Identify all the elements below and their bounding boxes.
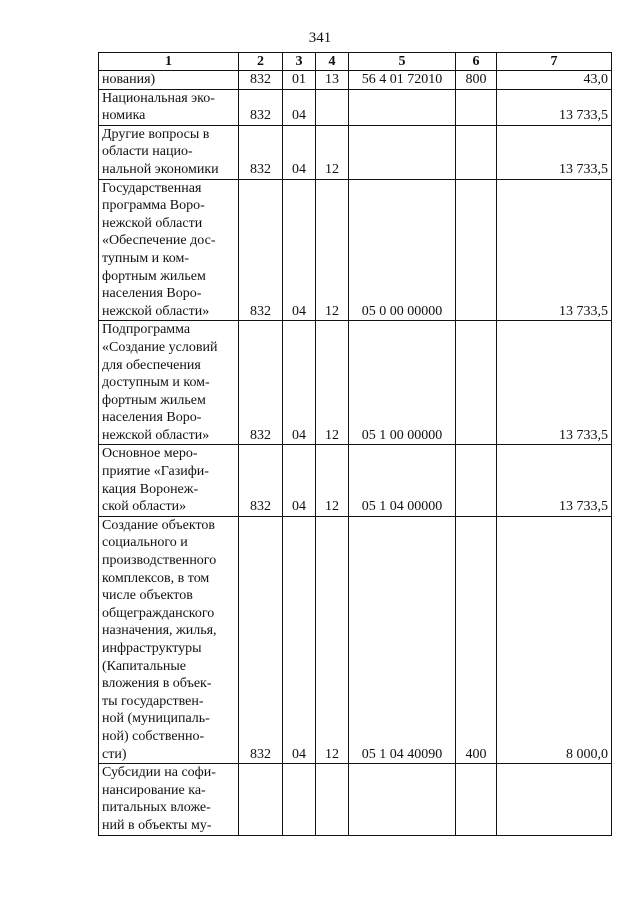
row-name-line: Подпрограмма — [102, 322, 191, 338]
section-cell: 04 — [283, 125, 316, 179]
ministry-code-cell: 832 — [239, 89, 283, 125]
row-name-cell — [99, 321, 239, 445]
amount-cell: 13 733,5 — [497, 321, 612, 445]
row-name-line: Основное меро- — [102, 446, 198, 462]
row-name-line: комплексов, в том — [102, 570, 210, 586]
row-name-cell — [99, 516, 239, 763]
subsection-cell — [316, 764, 349, 835]
row-name-line: вложения в объек- — [102, 676, 212, 692]
row-name-line: нежской области» — [102, 303, 210, 319]
row-name-line: числе объектов — [102, 588, 193, 604]
row-name-line: производственного — [102, 553, 217, 569]
column-header-6: 6 — [456, 53, 497, 71]
row-name-line: ной (муниципаль- — [102, 711, 210, 727]
expense-type-cell — [456, 764, 497, 835]
row-name-line: ной) собственно- — [102, 728, 205, 744]
subsection-cell: 12 — [316, 516, 349, 763]
subsection-cell: 13 — [316, 71, 349, 90]
row-name-line: социального и — [102, 535, 188, 551]
target-article-cell: 05 1 04 00000 — [349, 445, 456, 516]
ministry-code-cell: 832 — [239, 71, 283, 90]
row-name-line: «Обеспечение дос- — [102, 233, 216, 249]
section-cell: 04 — [283, 445, 316, 516]
subsection-cell: 12 — [316, 179, 349, 321]
target-article-cell: 56 4 01 72010 — [349, 71, 456, 90]
row-name-line: Государственная — [102, 180, 202, 196]
column-header-3: 3 — [283, 53, 316, 71]
target-article-cell — [349, 125, 456, 179]
row-name-cell — [99, 764, 239, 835]
table-row — [99, 516, 612, 763]
section-cell: 04 — [283, 321, 316, 445]
column-header-5: 5 — [349, 53, 456, 71]
table-row — [99, 125, 612, 179]
row-name-line: Другие вопросы в — [102, 126, 210, 142]
target-article-cell — [349, 764, 456, 835]
amount-cell: 13 733,5 — [497, 445, 612, 516]
section-cell: 04 — [283, 516, 316, 763]
column-header-2: 2 — [239, 53, 283, 71]
row-name-line: области нацио- — [102, 144, 193, 160]
row-name-line: ты государствен- — [102, 693, 204, 709]
expense-type-cell: 400 — [456, 516, 497, 763]
table-row — [99, 321, 612, 445]
row-name-line: кация Воронеж- — [102, 481, 199, 497]
subsection-cell: 12 — [316, 125, 349, 179]
section-cell — [283, 764, 316, 835]
column-header-4: 4 — [316, 53, 349, 71]
amount-cell: 13 733,5 — [497, 125, 612, 179]
subsection-cell — [316, 89, 349, 125]
target-article-cell — [349, 89, 456, 125]
row-name-cell — [99, 89, 239, 125]
row-name-line: номика — [102, 108, 146, 124]
row-name-line: населения Воро- — [102, 286, 202, 302]
row-name-cell — [99, 125, 239, 179]
row-name-line: ской области» — [102, 499, 187, 515]
ministry-code-cell: 832 — [239, 445, 283, 516]
amount-cell: 13 733,5 — [497, 179, 612, 321]
section-cell: 01 — [283, 71, 316, 90]
row-name-line: инфраструктуры — [102, 641, 202, 656]
table-row — [99, 179, 612, 321]
expense-type-cell: 800 — [456, 71, 497, 90]
table-row — [99, 764, 612, 835]
row-name-line: (Капитальные — [102, 658, 186, 674]
target-article-cell: 05 1 04 40090 — [349, 516, 456, 763]
row-name-line: приятие «Газифи- — [102, 464, 209, 480]
row-name-line: ний в объекты му- — [102, 817, 212, 833]
row-name-line: «Создание условий — [102, 339, 218, 355]
row-name-line: населения Воро- — [102, 410, 202, 426]
row-name-line: Национальная эко- — [102, 90, 215, 106]
row-name-line: Субсидии на софи- — [102, 765, 216, 781]
expense-type-cell — [456, 125, 497, 179]
row-name-line: программа Воро- — [102, 198, 205, 214]
amount-cell: 13 733,5 — [497, 89, 612, 125]
row-name-line: назначения, жилья, — [102, 623, 217, 639]
row-name-line: для обеспечения — [102, 357, 201, 373]
row-name-cell — [99, 445, 239, 516]
ministry-code-cell: 832 — [239, 179, 283, 321]
row-name-line: нежской области — [102, 215, 203, 231]
row-name-line: доступным и ком- — [102, 375, 210, 391]
section-cell: 04 — [283, 89, 316, 125]
target-article-cell: 05 1 00 00000 — [349, 321, 456, 445]
expense-type-cell — [456, 89, 497, 125]
table-row — [99, 89, 612, 125]
subsection-cell: 12 — [316, 445, 349, 516]
ministry-code-cell: 832 — [239, 125, 283, 179]
row-name-cell — [99, 179, 239, 321]
table-row — [99, 445, 612, 516]
row-name-line: нежской области» — [102, 427, 210, 443]
target-article-cell: 05 0 00 00000 — [349, 179, 456, 321]
column-header-7: 7 — [497, 53, 612, 71]
column-header-1: 1 — [99, 53, 239, 71]
table-row — [99, 71, 612, 90]
row-name-line: фортным жильем — [102, 268, 206, 284]
row-name-line: тупным и ком- — [102, 250, 190, 266]
subsection-cell: 12 — [316, 321, 349, 445]
header-row — [99, 53, 612, 71]
section-cell: 04 — [283, 179, 316, 321]
expense-type-cell — [456, 179, 497, 321]
row-name-line: питальных вложе- — [102, 800, 211, 816]
amount-cell: 43,0 — [497, 71, 612, 90]
ministry-code-cell — [239, 764, 283, 835]
ministry-code-cell: 832 — [239, 516, 283, 763]
expense-type-cell — [456, 445, 497, 516]
row-name-cell — [99, 71, 239, 90]
row-name-line: нования) — [102, 72, 156, 87]
row-name-line: нальной экономики — [102, 161, 219, 177]
budget-table — [98, 52, 612, 836]
amount-cell: 8 000,0 — [497, 516, 612, 763]
ministry-code-cell: 832 — [239, 321, 283, 445]
row-name-line: общегражданского — [102, 605, 215, 621]
page-number: 341 — [308, 30, 332, 46]
row-name-line: нансирование ка- — [102, 782, 206, 798]
amount-cell — [497, 764, 612, 835]
row-name-line: фортным жильем — [102, 392, 206, 408]
row-name-line: Создание объектов — [102, 517, 216, 533]
expense-type-cell — [456, 321, 497, 445]
row-name-line: сти) — [102, 746, 127, 762]
